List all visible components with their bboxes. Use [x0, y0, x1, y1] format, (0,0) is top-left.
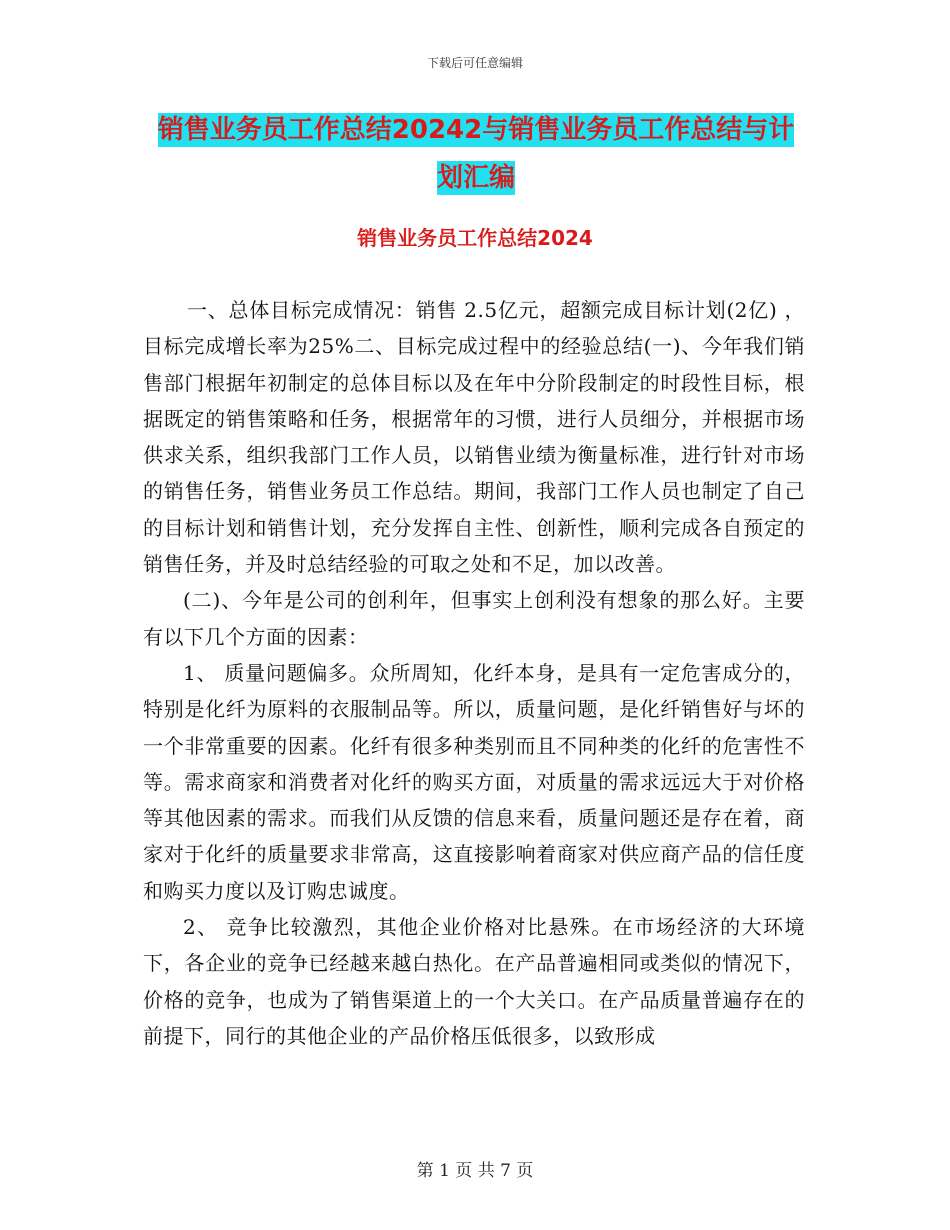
page-number-footer: 第 1 页 共 7 页 — [416, 1161, 534, 1181]
paragraph-2: (二)、今年是公司的创利年，但事实上创利没有想象的那么好。主要有以下几个方面的因素： — [143, 588, 805, 649]
section-title: 销售业务员工作总结2024 — [357, 226, 593, 250]
document-title — [145, 106, 807, 202]
paragraph-1: 一、总体目标完成情况：销售 2.5亿元，超额完成目标计划(2亿) ，目标完成增长率为25%二、目标完成过程中的经验总结(一)、今年我们销售部门根据年初制定的总体目标以及在年中分阶段制定的时段性目标，根据既定的销售策略和任务，根据常年的习惯，进行人员细分，并根据市场供求关系，组织我部门工作人员，以销售业绩为衡量标准，进行针对市场的销售任务，销售业务员工作总结。期间，我部门工作人员也制定了自己的目标计划和销售计划，充分发挥自主性、创新性，顺利完成各自预定的销售任务，并及时总结经验的可取之处和不足，加以改善。 — [143, 298, 805, 577]
paragraph-4: 2、 竞争比较激烈，其他企业价格对比悬殊。在市场经济的大环境下，各企业的竞争已经越来越白热化。在产品普遍相同或类似的情况下，价格的竞争，也成为了销售渠道上的一个大关口。在产品质量普遍存在的前提下，同行的其他企业的产品价格压低很多，以致形成 — [143, 915, 805, 1048]
document-title-text: 销售业务员工作总结20242与销售业务员工作总结与计划汇编 — [157, 115, 795, 193]
document-body — [143, 292, 805, 1054]
paragraph-3: 1、 质量问题偏多。众所周知，化纤本身，是具有一定危害成分的，特别是化纤为原料的衣服制品等。所以，质量问题，是化纤销售好与坏的一个非常重要的因素。化纤有很多种类别而且不同种类的化纤的危害性不等。需求商家和消费者对化纤的购买方面，对质量的需求远远大于对价格等其他因素的需求。而我们从反馈的信息来看，质量问题还是存在着，商家对于化纤的质量要求非常高，这直接影响着商家对供应商产品的信任度和购买力度以及订购忠诚度。 — [143, 660, 805, 903]
header-note: 下载后可任意编辑 — [426, 56, 523, 70]
